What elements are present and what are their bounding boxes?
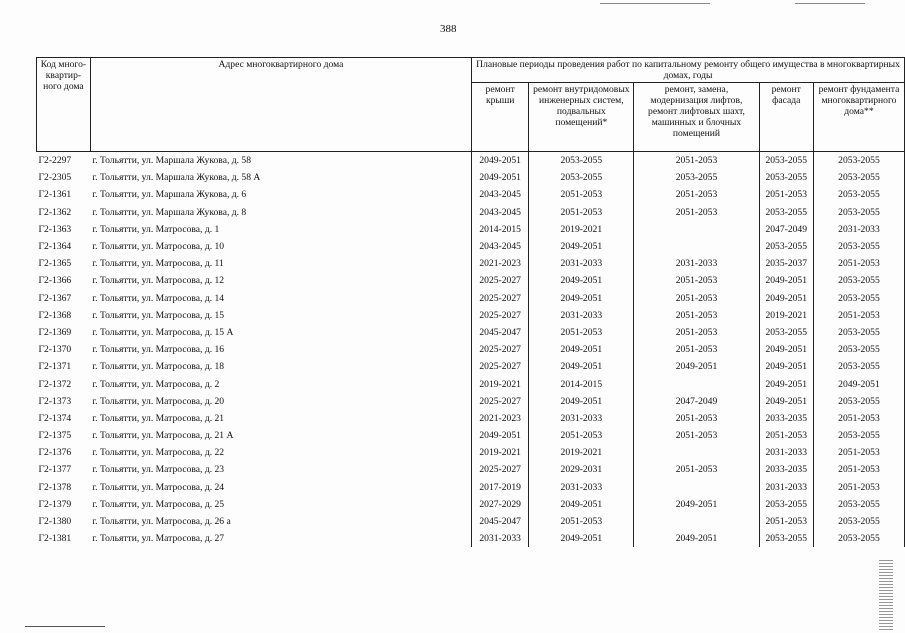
table-row xyxy=(37,530,905,547)
cell-lifts xyxy=(634,238,759,255)
cell-foundation: 2053-2055 xyxy=(813,238,904,255)
cell-code: Г2-1363 xyxy=(38,223,72,235)
cell-facade: 2051-2053 xyxy=(759,186,813,203)
cell-address: г. Тольятти, ул. Матросова, д. 10 xyxy=(92,241,225,253)
cell-address: г. Тольятти, ул. Маршала Жукова, д. 6 xyxy=(92,189,247,201)
cell-systems: 2019-2021 xyxy=(529,221,634,238)
cell-facade: 2053-2055 xyxy=(759,324,813,341)
cell-address: г. Тольятти, ул. Маршала Жукова, д. 8 xyxy=(92,206,247,218)
cell-facade: 2019-2021 xyxy=(759,307,813,324)
cell-code: Г2-1367 xyxy=(38,292,72,304)
cell-systems: 2049-2051 xyxy=(529,496,634,513)
table-row xyxy=(37,272,905,289)
cell-code: Г2-1377 xyxy=(38,464,72,476)
cell-code: Г2-1375 xyxy=(38,430,72,442)
cell-lifts xyxy=(634,479,759,496)
cell-roof: 2027-2029 xyxy=(472,496,529,513)
cell-facade: 2049-2051 xyxy=(759,341,813,358)
footnote-rule xyxy=(25,626,105,627)
cell-foundation: 2053-2055 xyxy=(813,290,904,307)
cell-code: Г2-1378 xyxy=(38,481,72,493)
cell-address: г. Тольятти, ул. Матросова, д. 14 xyxy=(92,292,225,304)
cell-lifts: 2051-2053 xyxy=(634,410,759,427)
cell-facade: 2053-2055 xyxy=(759,496,813,513)
cell-address: г. Тольятти, ул. Матросова, д. 27 xyxy=(92,533,225,545)
cell-foundation: 2051-2053 xyxy=(813,307,904,324)
table-row xyxy=(37,307,905,324)
cell-address: г. Тольятти, ул. Матросова, д. 25 xyxy=(92,498,225,510)
cell-facade: 2031-2033 xyxy=(759,479,813,496)
cell-facade: 2053-2055 xyxy=(759,169,813,186)
cell-lifts: 2049-2051 xyxy=(634,358,759,375)
cell-lifts: 2051-2053 xyxy=(634,427,759,444)
table-row xyxy=(37,152,905,170)
cell-foundation: 2053-2055 xyxy=(813,204,904,221)
cell-systems: 2031-2033 xyxy=(529,255,634,272)
table-row xyxy=(37,186,905,203)
cell-facade: 2051-2053 xyxy=(759,427,813,444)
cell-facade: 2049-2051 xyxy=(759,272,813,289)
cell-foundation: 2053-2055 xyxy=(813,358,904,375)
cell-roof: 2049-2051 xyxy=(472,152,529,170)
table-row xyxy=(37,221,905,238)
header-address: Адрес многоквартирного дома xyxy=(90,58,471,152)
table-row xyxy=(37,513,905,530)
header-facade: ремонт фасада xyxy=(759,83,813,152)
cell-roof: 2025-2027 xyxy=(472,272,529,289)
table-row xyxy=(37,427,905,444)
cell-roof: 2014-2015 xyxy=(472,221,529,238)
cell-lifts: 2051-2053 xyxy=(634,290,759,307)
cell-code: Г2-1379 xyxy=(38,498,72,510)
header-periods: Плановые периоды проведения работ по капитальному ремонту общего имущества в многоквартирных домах, годы xyxy=(472,58,905,83)
table-row xyxy=(37,204,905,221)
cell-code: Г2-1376 xyxy=(38,447,72,459)
table-row xyxy=(37,290,905,307)
cell-foundation: 2049-2051 xyxy=(813,375,904,392)
cell-facade: 2049-2051 xyxy=(759,358,813,375)
cell-roof: 2031-2033 xyxy=(472,530,529,547)
cell-facade: 2053-2055 xyxy=(759,152,813,170)
header-roof: ремонт крыши xyxy=(472,83,529,152)
cell-facade: 2049-2051 xyxy=(759,393,813,410)
cell-lifts xyxy=(634,513,759,530)
cell-roof: 2021-2023 xyxy=(472,410,529,427)
cell-roof: 2049-2051 xyxy=(472,427,529,444)
cell-code: Г2-1373 xyxy=(38,395,72,407)
cell-systems: 2014-2015 xyxy=(529,375,634,392)
header-lifts: ремонт, замена, модернизация лифтов, ремонт лифтовых шахт, машинных и блочных помещений xyxy=(634,83,759,152)
cell-lifts: 2051-2053 xyxy=(634,204,759,221)
table-row xyxy=(37,393,905,410)
table-row xyxy=(37,444,905,461)
cell-systems: 2031-2033 xyxy=(529,307,634,324)
table-row xyxy=(37,479,905,496)
cell-lifts: 2051-2053 xyxy=(634,152,759,170)
top-rule xyxy=(600,3,710,4)
cell-lifts: 2051-2053 xyxy=(634,341,759,358)
cell-roof: 2025-2027 xyxy=(472,341,529,358)
cell-systems: 2051-2053 xyxy=(529,513,634,530)
cell-systems: 2049-2051 xyxy=(529,272,634,289)
table-row xyxy=(37,169,905,186)
cell-address: г. Тольятти, ул. Матросова, д. 21 А xyxy=(92,430,234,442)
cell-systems: 2031-2033 xyxy=(529,479,634,496)
cell-foundation: 2053-2055 xyxy=(813,186,904,203)
table-row xyxy=(37,375,905,392)
header-foundation: ремонт фундамента многоквартирного дома** xyxy=(813,83,904,152)
cell-roof: 2021-2023 xyxy=(472,255,529,272)
cell-facade: 2049-2051 xyxy=(759,375,813,392)
cell-lifts xyxy=(634,221,759,238)
cell-address: г. Тольятти, ул. Матросова, д. 15 xyxy=(92,309,225,321)
cell-lifts: 2051-2053 xyxy=(634,186,759,203)
page-number: 388 xyxy=(440,23,457,35)
cell-roof: 2017-2019 xyxy=(472,479,529,496)
cell-address: г. Тольятти, ул. Матросова, д. 12 xyxy=(92,275,225,287)
cell-systems: 2031-2033 xyxy=(529,410,634,427)
cell-facade: 2031-2033 xyxy=(759,444,813,461)
cell-lifts: 2031-2033 xyxy=(634,255,759,272)
cell-foundation: 2053-2055 xyxy=(813,341,904,358)
cell-foundation: 2053-2055 xyxy=(813,393,904,410)
table-body xyxy=(37,152,905,548)
cell-foundation: 2051-2053 xyxy=(813,410,904,427)
repair-schedule-table xyxy=(36,57,905,547)
cell-lifts: 2049-2051 xyxy=(634,496,759,513)
table-row xyxy=(37,324,905,341)
cell-facade: 2035-2037 xyxy=(759,255,813,272)
cell-foundation: 2053-2055 xyxy=(813,169,904,186)
cell-facade: 2053-2055 xyxy=(759,204,813,221)
cell-code: Г2-1361 xyxy=(38,189,72,201)
table-row xyxy=(37,358,905,375)
table-row xyxy=(37,341,905,358)
header-systems: ремонт внутридомовых инженерных систем, подвальных помещений* xyxy=(529,83,634,152)
cell-systems: 2053-2055 xyxy=(529,169,634,186)
cell-lifts xyxy=(634,375,759,392)
cell-code: Г2-1381 xyxy=(38,533,72,545)
cell-code: Г2-1369 xyxy=(38,326,72,338)
top-rule xyxy=(795,3,865,4)
cell-foundation: 2053-2055 xyxy=(813,427,904,444)
cell-address: г. Тольятти, ул. Матросова, д. 11 xyxy=(92,258,224,270)
table-row xyxy=(37,461,905,478)
cell-address: г. Тольятти, ул. Матросова, д. 26 а xyxy=(92,516,231,528)
cell-address: г. Тольятти, ул. Маршала Жукова, д. 58 А xyxy=(92,172,261,184)
table-row xyxy=(37,255,905,272)
cell-systems: 2049-2051 xyxy=(529,358,634,375)
cell-address: г. Тольятти, ул. Матросова, д. 23 xyxy=(92,464,225,476)
cell-address: г. Тольятти, ул. Матросова, д. 1 xyxy=(92,223,220,235)
cell-systems: 2051-2053 xyxy=(529,324,634,341)
cell-foundation: 2053-2055 xyxy=(813,272,904,289)
cell-address: г. Тольятти, ул. Матросова, д. 16 xyxy=(92,344,225,356)
cell-lifts: 2053-2055 xyxy=(634,169,759,186)
cell-foundation: 2053-2055 xyxy=(813,324,904,341)
cell-facade: 2053-2055 xyxy=(759,530,813,547)
cell-systems: 2053-2055 xyxy=(529,152,634,170)
cell-address: г. Тольятти, ул. Маршала Жукова, д. 58 xyxy=(92,155,252,167)
cell-roof: 2043-2045 xyxy=(472,238,529,255)
cell-systems: 2051-2053 xyxy=(529,204,634,221)
cell-address: г. Тольятти, ул. Матросова, д. 21 xyxy=(92,412,225,424)
cell-facade: 2047-2049 xyxy=(759,221,813,238)
table-row xyxy=(37,238,905,255)
cell-roof: 2025-2027 xyxy=(472,307,529,324)
cell-address: г. Тольятти, ул. Матросова, д. 20 xyxy=(92,395,225,407)
cell-systems: 2049-2051 xyxy=(529,530,634,547)
cell-address: г. Тольятти, ул. Матросова, д. 24 xyxy=(92,481,225,493)
cell-roof: 2049-2051 xyxy=(472,169,529,186)
cell-code: Г2-1371 xyxy=(38,361,72,373)
cell-roof: 2025-2027 xyxy=(472,461,529,478)
cell-code: Г2-1366 xyxy=(38,275,72,287)
cell-code: Г2-1374 xyxy=(38,412,72,424)
cell-systems: 2051-2053 xyxy=(529,427,634,444)
cell-roof: 2025-2027 xyxy=(472,358,529,375)
cell-roof: 2045-2047 xyxy=(472,324,529,341)
cell-roof: 2043-2045 xyxy=(472,204,529,221)
cell-code: Г2-2305 xyxy=(38,172,72,184)
cell-foundation: 2053-2055 xyxy=(813,530,904,547)
cell-code: Г2-1372 xyxy=(38,378,72,390)
cell-code: Г2-1380 xyxy=(38,516,72,528)
cell-facade: 2053-2055 xyxy=(759,238,813,255)
cell-code: Г2-1362 xyxy=(38,206,72,218)
cell-lifts: 2051-2053 xyxy=(634,307,759,324)
cell-facade: 2049-2051 xyxy=(759,290,813,307)
cell-foundation: 2053-2055 xyxy=(813,513,904,530)
cell-foundation: 2051-2053 xyxy=(813,444,904,461)
cell-code: Г2-2297 xyxy=(38,155,72,167)
cell-address: г. Тольятти, ул. Матросова, д. 18 xyxy=(92,361,225,373)
cell-roof: 2025-2027 xyxy=(472,393,529,410)
cell-foundation: 2053-2055 xyxy=(813,496,904,513)
cell-systems: 2019-2021 xyxy=(529,444,634,461)
cell-foundation: 2051-2053 xyxy=(813,461,904,478)
cell-systems: 2049-2051 xyxy=(529,238,634,255)
cell-roof: 2025-2027 xyxy=(472,290,529,307)
scan-mark xyxy=(879,560,893,630)
header-code: Код много-квартир-ного дома xyxy=(37,58,91,152)
cell-lifts: 2047-2049 xyxy=(634,393,759,410)
cell-roof: 2019-2021 xyxy=(472,444,529,461)
cell-roof: 2045-2047 xyxy=(472,513,529,530)
cell-address: г. Тольятти, ул. Матросова, д. 2 xyxy=(92,378,220,390)
cell-roof: 2019-2021 xyxy=(472,375,529,392)
cell-lifts: 2049-2051 xyxy=(634,530,759,547)
cell-foundation: 2051-2053 xyxy=(813,255,904,272)
cell-code: Г2-1368 xyxy=(38,309,72,321)
cell-systems: 2029-2031 xyxy=(529,461,634,478)
cell-foundation: 2031-2033 xyxy=(813,221,904,238)
cell-address: г. Тольятти, ул. Матросова, д. 15 А xyxy=(92,326,234,338)
cell-facade: 2051-2053 xyxy=(759,513,813,530)
cell-lifts xyxy=(634,444,759,461)
cell-systems: 2051-2053 xyxy=(529,186,634,203)
cell-code: Г2-1364 xyxy=(38,241,72,253)
cell-roof: 2043-2045 xyxy=(472,186,529,203)
cell-facade: 2033-2035 xyxy=(759,461,813,478)
cell-address: г. Тольятти, ул. Матросова, д. 22 xyxy=(92,447,225,459)
cell-facade: 2033-2035 xyxy=(759,410,813,427)
cell-foundation: 2053-2055 xyxy=(813,152,904,170)
cell-systems: 2049-2051 xyxy=(529,341,634,358)
cell-foundation: 2051-2053 xyxy=(813,479,904,496)
cell-systems: 2049-2051 xyxy=(529,393,634,410)
cell-lifts: 2051-2053 xyxy=(634,324,759,341)
table-row xyxy=(37,410,905,427)
cell-code: Г2-1365 xyxy=(38,258,72,270)
cell-code: Г2-1370 xyxy=(38,344,72,356)
table-row xyxy=(37,496,905,513)
cell-lifts: 2051-2053 xyxy=(634,461,759,478)
cell-lifts: 2051-2053 xyxy=(634,272,759,289)
cell-systems: 2049-2051 xyxy=(529,290,634,307)
